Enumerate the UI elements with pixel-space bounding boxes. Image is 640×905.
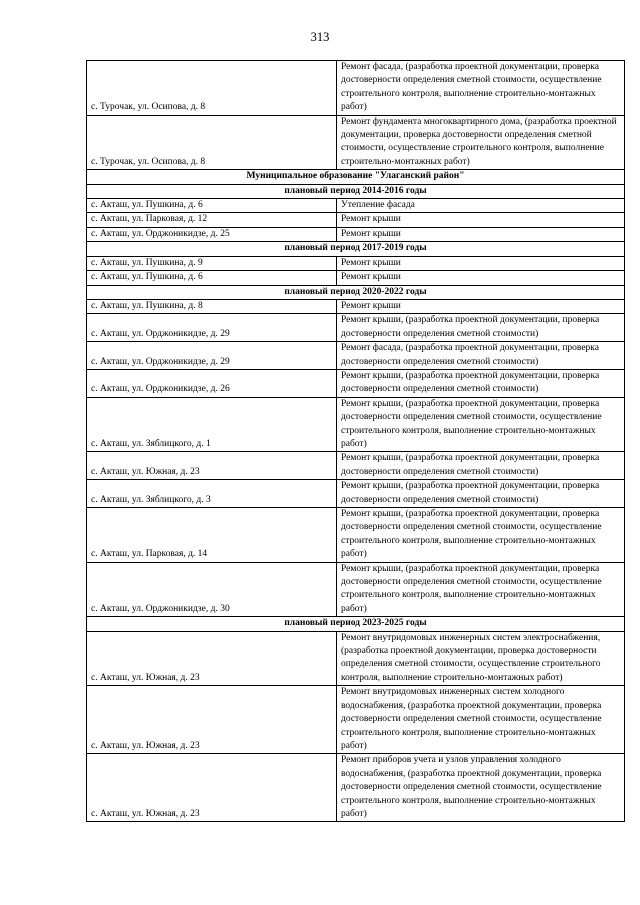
section-header: плановый период 2020-2022 годы (87, 285, 625, 299)
address-cell: с. Акташ, ул. Орджоникидзе, д. 25 (87, 227, 337, 241)
table-row (87, 199, 625, 213)
address-cell: с. Акташ, ул. Орджоникидзе, д. 30 (87, 562, 337, 617)
work-type-cell: Ремонт внутридомовых инженерных систем холодного водоснабжения, (разработка проектной документации, проверка достоверности определения сметной стоимости, осуществление строительного контроля, выполнение строительно-монтажных работ) (337, 686, 625, 754)
table-row (87, 452, 625, 480)
table-row (87, 256, 625, 270)
table-row (87, 562, 625, 617)
work-type-cell: Ремонт крыши, (разработка проектной документации, проверка достоверности определения сметной стоимости) (337, 452, 625, 480)
work-type-cell: Ремонт фасада, (разработка проектной документации, проверка достоверности определения сметной стоимости, осуществление строительного контроля, выполнение строительно-монтажных работ) (337, 61, 625, 116)
address-cell: с. Акташ, ул. Южная, д. 23 (87, 686, 337, 754)
work-type-cell: Ремонт крыши (337, 299, 625, 313)
work-type-cell: Ремонт крыши, (разработка проектной документации, проверка достоверности определения сметной стоимости, осуществление строительного контроля, выполнение строительно-монтажных работ) (337, 508, 625, 563)
work-type-cell: Ремонт крыши, (разработка проектной документации, проверка достоверности определения сметной стоимости) (337, 480, 625, 508)
section-header-row (87, 242, 625, 256)
section-header-row (87, 285, 625, 299)
work-type-cell: Ремонт крыши, (разработка проектной документации, проверка достоверности определения сметной стоимости, осуществление строительного контроля, выполнение строительно-монтажных работ) (337, 397, 625, 452)
work-type-cell: Ремонт крыши (337, 271, 625, 285)
table-row (87, 369, 625, 397)
table-row (87, 227, 625, 241)
work-type-cell: Ремонт приборов учета и узлов управления холодного водоснабжения, (разработка проектной документации, проверка достоверности определения сметной стоимости, осуществление строительного контроля, выполнение строительно-монтажных работ) (337, 754, 625, 822)
table-row (87, 686, 625, 754)
address-cell: с. Акташ, ул. Орджоникидзе, д. 26 (87, 369, 337, 397)
table-row (87, 271, 625, 285)
work-type-cell: Ремонт крыши (337, 227, 625, 241)
page-number: 313 (310, 30, 330, 44)
section-header: плановый период 2023-2025 годы (87, 617, 625, 631)
address-cell: с. Акташ, ул. Зяблицкого, д. 3 (87, 480, 337, 508)
work-type-cell: Ремонт крыши (337, 213, 625, 227)
section-header-row (87, 170, 625, 184)
table-row (87, 299, 625, 313)
table-row (87, 61, 625, 116)
table-row (87, 213, 625, 227)
address-cell: с. Турочак, ул. Осипова, д. 8 (87, 115, 337, 170)
repair-program-table (86, 60, 625, 822)
address-cell: с. Акташ, ул. Южная, д. 23 (87, 631, 337, 686)
address-cell: с. Акташ, ул. Пушкина, д. 9 (87, 256, 337, 270)
address-cell: с. Акташ, ул. Парковая, д. 12 (87, 213, 337, 227)
address-cell: с. Акташ, ул. Южная, д. 23 (87, 452, 337, 480)
section-header-row (87, 617, 625, 631)
work-type-cell: Ремонт крыши, (разработка проектной документации, проверка достоверности определения сметной стоимости) (337, 314, 625, 342)
section-header: плановый период 2017-2019 годы (87, 242, 625, 256)
work-type-cell: Ремонт крыши, (разработка проектной документации, проверка достоверности определения сметной стоимости, осуществление строительного контроля, выполнение строительно-монтажных работ) (337, 562, 625, 617)
table-body (87, 61, 625, 822)
address-cell: с. Акташ, ул. Южная, д. 23 (87, 754, 337, 822)
address-cell: с. Акташ, ул. Орджоникидзе, д. 29 (87, 314, 337, 342)
address-cell: с. Акташ, ул. Парковая, д. 14 (87, 508, 337, 563)
address-cell: с. Акташ, ул. Пушкина, д. 8 (87, 299, 337, 313)
work-type-cell: Ремонт крыши, (разработка проектной документации, проверка достоверности определения сметной стоимости) (337, 369, 625, 397)
work-type-cell: Ремонт внутридомовых инженерных систем электроснабжения, (разработка проектной документации, проверка достоверности определения сметной стоимости, осуществление строительного контроля, выполнение строительно-монтажных работ) (337, 631, 625, 686)
table-row (87, 342, 625, 370)
address-cell: с. Акташ, ул. Орджоникидзе, д. 29 (87, 342, 337, 370)
section-header: Муниципальное образование "Улаганский район" (87, 170, 625, 184)
table-row (87, 314, 625, 342)
work-type-cell: Ремонт фундамента многоквартирного дома, (разработка проектной документации, проверка достоверности определения сметной стоимости, осуществление строительного контроля, выполнение строительно-монтажных работ) (337, 115, 625, 170)
address-cell: с. Акташ, ул. Зяблицкого, д. 1 (87, 397, 337, 452)
table-row (87, 631, 625, 686)
table-row (87, 115, 625, 170)
section-header-row (87, 184, 625, 198)
table-row (87, 754, 625, 822)
work-type-cell: Ремонт крыши (337, 256, 625, 270)
address-cell: с. Акташ, ул. Пушкина, д. 6 (87, 271, 337, 285)
address-cell: с. Акташ, ул. Пушкина, д. 6 (87, 199, 337, 213)
table-row (87, 397, 625, 452)
table-row (87, 480, 625, 508)
work-type-cell: Ремонт фасада, (разработка проектной документации, проверка достоверности определения сметной стоимости) (337, 342, 625, 370)
section-header: плановый период 2014-2016 годы (87, 184, 625, 198)
address-cell: с. Турочак, ул. Осипова, д. 8 (87, 61, 337, 116)
table-row (87, 508, 625, 563)
work-type-cell: Утепление фасада (337, 199, 625, 213)
